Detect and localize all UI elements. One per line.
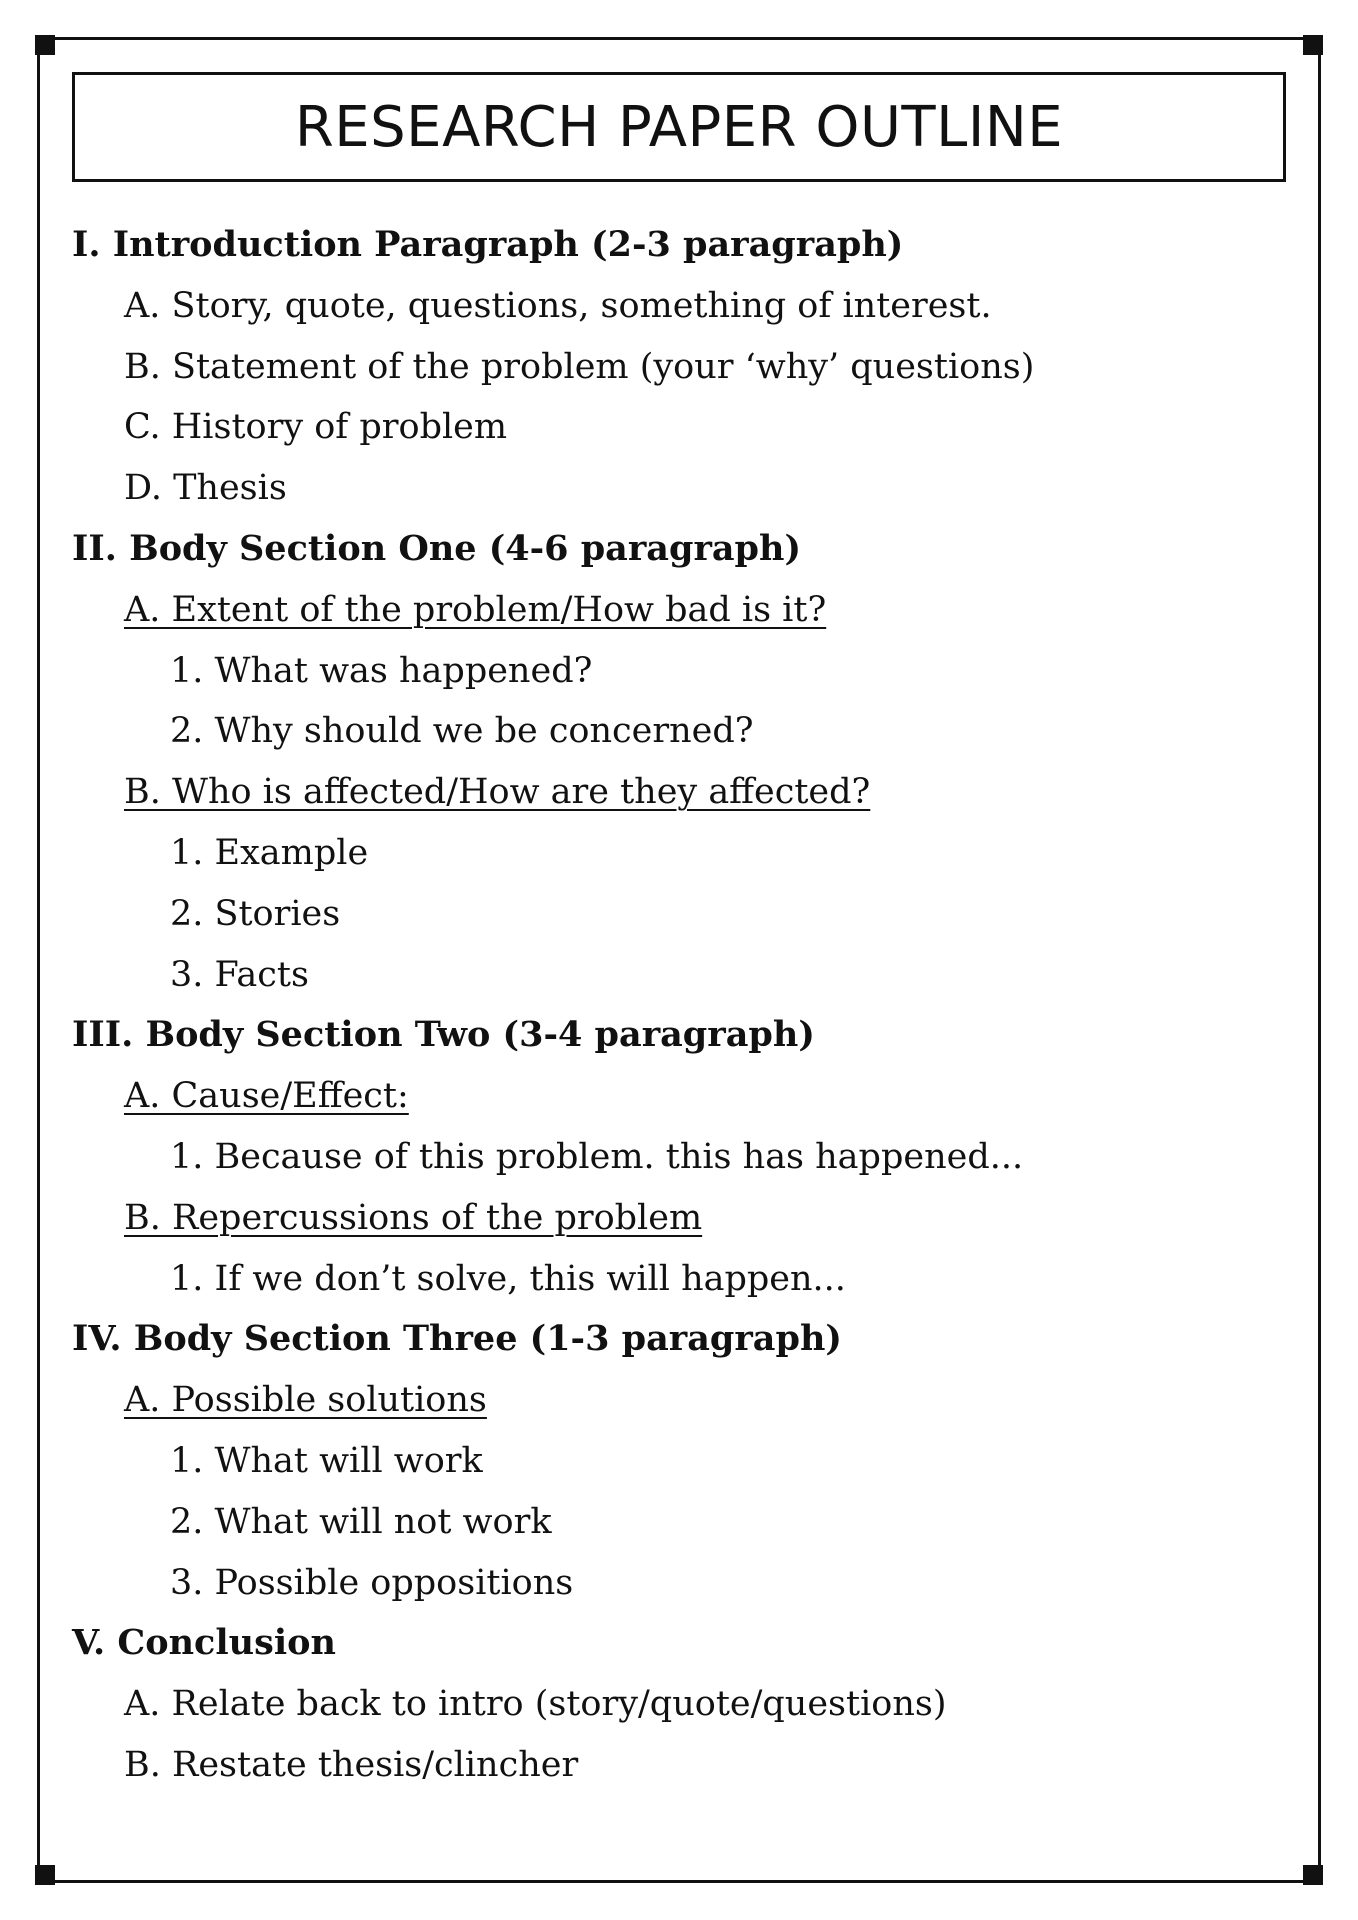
outline-subitem: 3. Facts: [170, 954, 309, 995]
corner-mark-bottom-left: [35, 1865, 55, 1885]
outline-item: D. Thesis: [124, 468, 287, 509]
section-heading: IV. Body Section Three (1-3 paragraph): [72, 1318, 842, 1360]
section-heading: III. Body Section Two (3-4 paragraph): [72, 1014, 815, 1056]
outline-subheading: A. Cause/Effect:: [124, 1076, 409, 1117]
section-heading: II. Body Section One (4-6 paragraph): [72, 527, 802, 569]
outline-subitem: 1. What will work: [170, 1440, 483, 1481]
outline-subitem: 2. What will not work: [170, 1501, 552, 1542]
outline-item: B. Restate thesis/clincher: [124, 1744, 579, 1785]
outline-subheading: B. Repercussions of the problem: [124, 1197, 703, 1238]
outline-item: B. Statement of the problem (your ‘why’ questions): [124, 346, 1035, 387]
section-heading: V. Conclusion: [72, 1622, 336, 1664]
corner-mark-top-right: [1303, 35, 1323, 55]
outline-subitem: 1. What was happened?: [170, 650, 593, 691]
section-heading: I. Introduction Paragraph (2-3 paragraph): [72, 224, 904, 265]
outline: [72, 215, 1286, 1796]
outline-item: A. Relate back to intro (story/quote/questions): [124, 1684, 947, 1725]
title-box: [72, 72, 1286, 182]
outline-subitem: 2. Stories: [170, 893, 341, 934]
outline-subheading: B. Who is affected/How are they affected?: [124, 772, 871, 813]
page-title: RESEARCH PAPER OUTLINE: [294, 94, 1064, 160]
outline-item: C. History of problem: [124, 407, 508, 448]
corner-mark-bottom-right: [1303, 1865, 1323, 1885]
outline-subitem: 3. Possible oppositions: [170, 1562, 574, 1603]
outline-subheading: A. Possible solutions: [124, 1380, 487, 1421]
outline-subitem: 1. Because of this problem. this has happened...: [170, 1136, 1024, 1177]
outline-subitem: 1. If we don’t solve, this will happen...: [170, 1258, 846, 1299]
outline-subitem: 2. Why should we be concerned?: [170, 711, 754, 752]
outline-subheading: A. Extent of the problem/How bad is it?: [124, 589, 827, 630]
outline-subitem: 1. Example: [170, 832, 369, 873]
corner-mark-top-left: [35, 35, 55, 55]
outline-item: A. Story, quote, questions, something of interest.: [124, 285, 992, 326]
